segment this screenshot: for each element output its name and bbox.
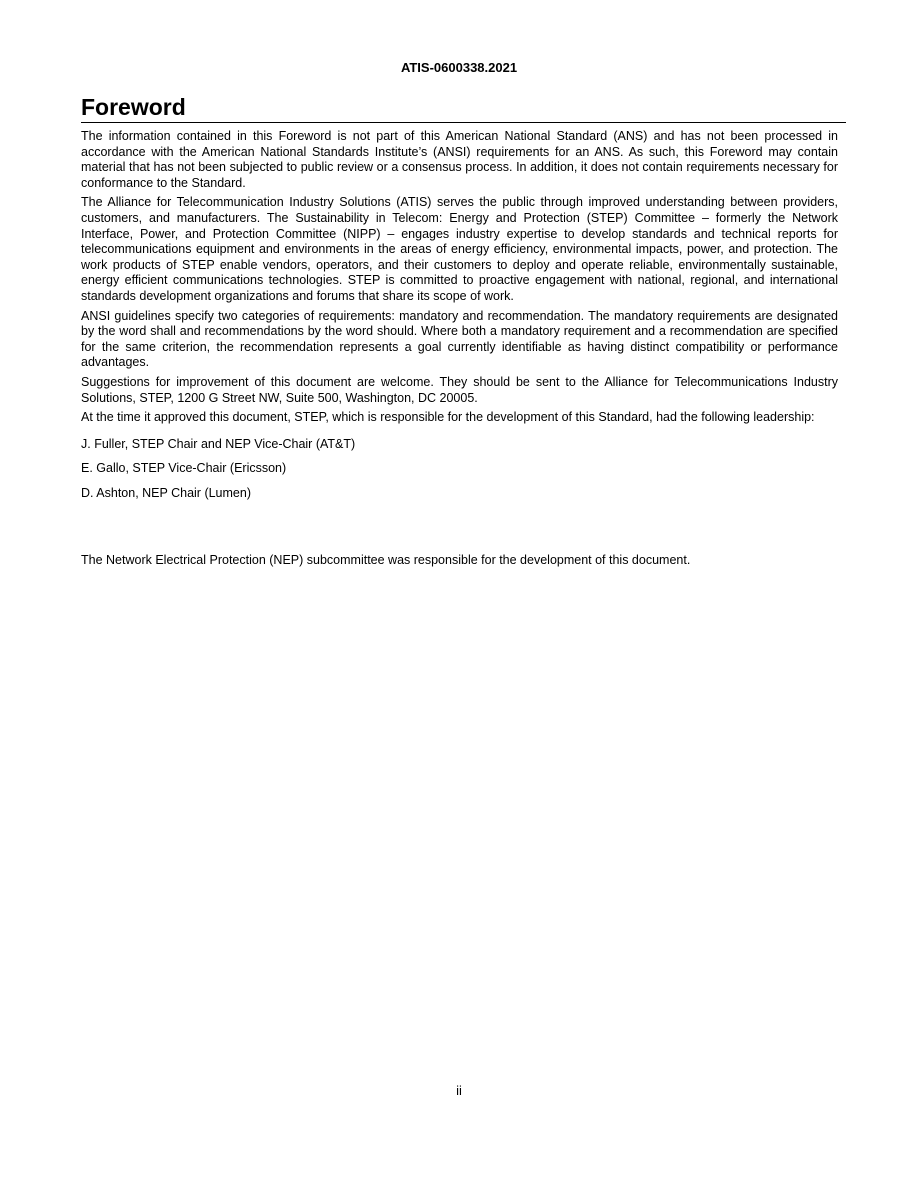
paragraph-atis-about: The Alliance for Telecommunication Industry Solutions (ATIS) serves the public through improved understanding between providers, customers, and manufacturers. The Sustainability in Telecom: Energy and Protection (STEP) Committee – formerly the Network Interface, Power, and Protection Committee (NIPP) – engages industry expertise to develop standards and technical reports for telecommunications equipment and environments in the areas of energy efficiency, environmental impacts, power, and protection. The work products of STEP enable vendors, operators, and their customers to deploy and operate reliable, environmentally sustainable, energy efficient communications technologies. STEP is committed to proactive engagement with national, regional, and international standards development organizations and forums that share its scope of work. [81, 195, 838, 303]
document-id-header: ATIS-0600338.2021 [400, 60, 518, 75]
leadership-list [81, 437, 838, 502]
paragraph-ansi-guidelines: ANSI guidelines specify two categories of requirements: mandatory and recommendation. The mandatory requirements are designated by the word shall and recommendations by the word should. Where both a mandatory requirement and a recommendation are specified for the same criterion, the recommendation represents a goal currently identifiable as having distinct compatibility or performance advantages. [81, 308, 838, 370]
paragraph-nep-note: The Network Electrical Protection (NEP) subcommittee was responsible for the development of this document. [81, 553, 691, 568]
paragraph-ans-disclaimer: The information contained in this Foreword is not part of this American National Standard (ANS) and has not been processed in accordance with the American National Standards Institute’s (ANSI) requirements for an ANS. As such, this Foreword may contain material that has not been subjected to public review or a consensus process. In addition, it does not contain requirements necessary for conformance to the Standard. [81, 129, 838, 190]
section-title: Foreword [81, 93, 846, 123]
leadership-item: J. Fuller, STEP Chair and NEP Vice-Chair (AT&T) [81, 436, 356, 451]
leadership-item: D. Ashton, NEP Chair (Lumen) [81, 485, 251, 500]
leadership-item: E. Gallo, STEP Vice-Chair (Ericsson) [81, 461, 287, 476]
page-number: ii [456, 1083, 462, 1098]
paragraph-suggestions: Suggestions for improvement of this document are welcome. They should be sent to the Alliance for Telecommunications Industry Solutions, STEP, 1200 G Street NW, Suite 500, Washington, DC 20005. [81, 374, 838, 405]
foreword-body [81, 129, 838, 573]
paragraph-leadership-intro: At the time it approved this document, STEP, which is responsible for the development of this Standard, had the following leadership: [81, 410, 815, 425]
